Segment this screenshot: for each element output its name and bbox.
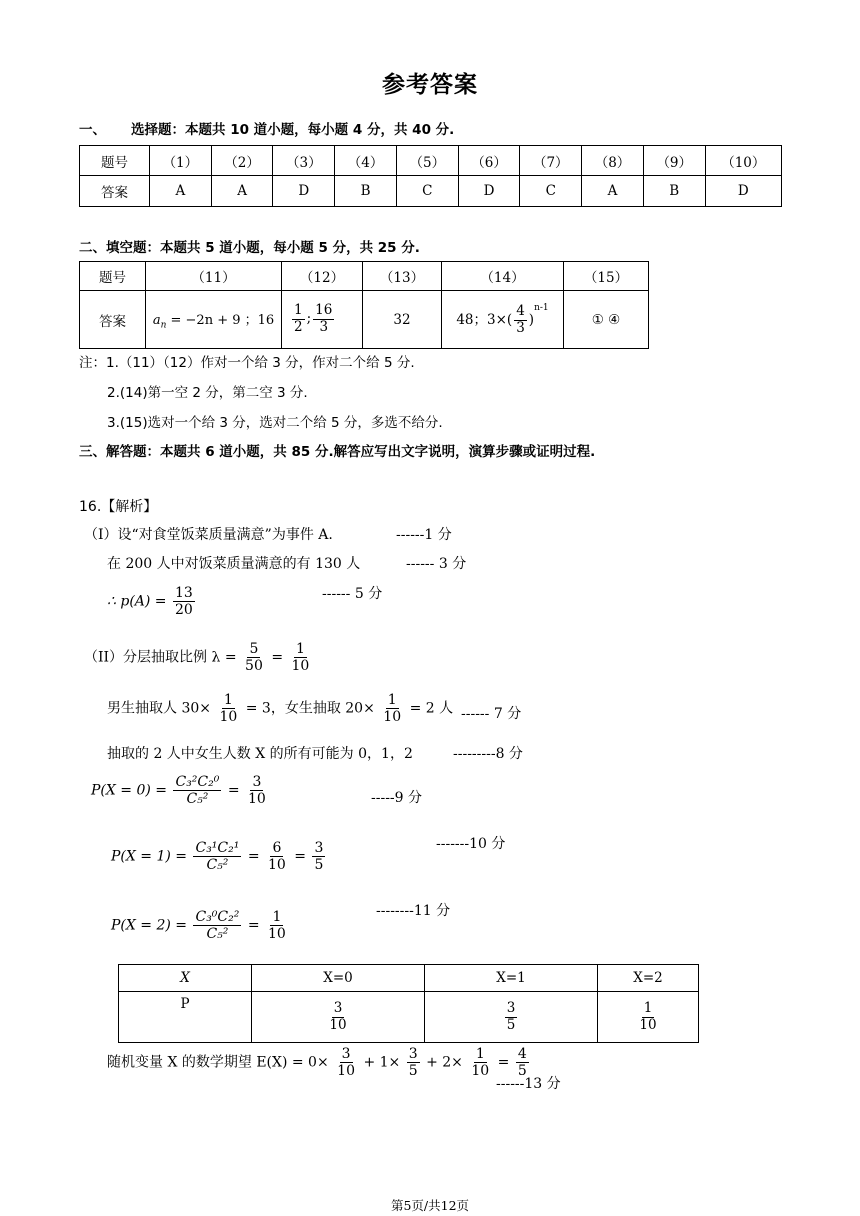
frac-den: 3 xyxy=(516,319,525,336)
dist-header-1: X=1 xyxy=(425,965,598,992)
fraction xyxy=(327,1001,348,1033)
fraction xyxy=(290,641,312,674)
frac-den: 10 xyxy=(268,857,286,874)
formula-text: P(X = 2) = xyxy=(111,917,188,934)
fraction xyxy=(246,774,268,807)
question-cell: （6） xyxy=(458,146,520,176)
fraction xyxy=(637,1001,658,1033)
formula-expectation xyxy=(107,1046,531,1079)
equals: = xyxy=(497,1054,510,1071)
equals: = xyxy=(271,649,284,666)
frac-den: 20 xyxy=(175,602,193,619)
score-mark: ------1 分 xyxy=(396,527,452,543)
question-cell: （14） xyxy=(442,262,564,291)
frac-num: 3 xyxy=(341,1046,351,1062)
fraction xyxy=(266,840,288,873)
row-header-question: 题号 xyxy=(80,262,146,291)
answer-cell: D xyxy=(458,176,520,207)
fraction xyxy=(514,304,527,336)
score-mark: ------13 分 xyxy=(496,1076,561,1092)
frac-den: 10 xyxy=(268,926,286,943)
row-header-question: 题号 xyxy=(80,146,150,176)
frac-den: 5 xyxy=(506,1016,516,1033)
answer-cell: C xyxy=(396,176,458,207)
section-1-number: 一、 xyxy=(79,122,106,138)
frac-num: C₃⁰C₂² xyxy=(195,909,240,925)
frac-den: C₅² xyxy=(206,857,229,874)
table-row xyxy=(119,965,699,992)
formula-text: ∴ p(A) = xyxy=(107,593,167,610)
fraction xyxy=(217,692,239,725)
table-row xyxy=(119,992,699,1043)
question-cell: （3） xyxy=(273,146,335,176)
question-cell: （11） xyxy=(146,262,282,291)
row-header-answer: 答案 xyxy=(80,291,146,349)
score-mark: --------11 分 xyxy=(376,903,451,919)
frac-num: 5 xyxy=(249,641,259,657)
question-cell: （4） xyxy=(335,146,397,176)
answer-11-var: a xyxy=(152,312,161,328)
answer-cell: B xyxy=(335,176,397,207)
answer-11-rest: = −2n + 9 ；16 xyxy=(166,312,275,328)
formula-text: 随机变量 X 的数学期望 E(X) = 0× xyxy=(107,1054,329,1071)
score-mark: ---------8 分 xyxy=(453,746,523,762)
frac-num: 1 xyxy=(643,999,653,1016)
distribution-table xyxy=(118,964,699,1043)
question-cell: （2） xyxy=(211,146,273,176)
answer-11-sub: n xyxy=(160,320,167,331)
frac-num: 13 xyxy=(175,585,193,601)
formula-text: = 3，女生抽取 20× xyxy=(245,700,375,717)
frac-den: 10 xyxy=(337,1063,355,1080)
equals: = xyxy=(294,848,307,865)
frac-den: 10 xyxy=(291,658,310,675)
fraction xyxy=(505,1001,518,1033)
frac-num: 1 xyxy=(475,1046,485,1062)
separator: ; xyxy=(306,311,312,327)
formula-px0 xyxy=(91,774,270,807)
answer-cell: D xyxy=(705,176,781,207)
section-1-heading: 选择题：本题共 10 道小题，每小题 4 分，共 40 分. xyxy=(131,122,455,138)
frac-num: 3 xyxy=(408,1046,418,1062)
dist-header-0: X=0 xyxy=(252,965,425,992)
frac-den: 5 xyxy=(408,1063,418,1080)
frac-num: 1 xyxy=(387,692,397,708)
answer-cell: A xyxy=(150,176,212,207)
formula-text: （II）分层抽取比例 λ = xyxy=(84,649,237,666)
fraction xyxy=(469,1046,491,1079)
frac-num: C₃¹C₂¹ xyxy=(195,840,240,856)
frac-num: 1 xyxy=(272,909,282,925)
frac-den: 5 xyxy=(314,857,324,874)
equals: = xyxy=(247,917,260,934)
score-mark: ------ 5 分 xyxy=(322,586,383,602)
dist-header-x: X xyxy=(119,965,252,992)
formula-px2 xyxy=(111,909,290,942)
dist-value-0 xyxy=(252,992,425,1043)
note-2: 2.(14)第一空 2 分，第二空 3 分. xyxy=(107,385,308,401)
table-row xyxy=(80,146,782,176)
question-16-heading: 16.【解析】 xyxy=(79,499,158,515)
frac-den: 10 xyxy=(329,1016,347,1033)
frac-den: 10 xyxy=(383,709,402,726)
answer-14-suffix: ) xyxy=(528,311,535,328)
answer-14-prefix: 48；3×( xyxy=(456,311,513,328)
fraction xyxy=(173,774,221,807)
question-cell: （9） xyxy=(643,146,705,176)
fraction xyxy=(266,909,288,942)
formula-text: = 2 人 xyxy=(409,700,454,717)
fraction xyxy=(381,692,403,725)
answer-11 xyxy=(146,291,282,349)
answer-12 xyxy=(282,291,363,349)
formula-text: P(X = 1) = xyxy=(111,848,188,865)
score-mark: ------ 7 分 xyxy=(461,706,522,722)
frac-num: 4 xyxy=(516,303,525,320)
frac-num: 1 xyxy=(295,641,305,657)
frac-den: 10 xyxy=(471,1063,490,1080)
page-footer: 第5页/共12页 xyxy=(390,1198,470,1213)
fraction xyxy=(243,641,265,674)
dist-header-2: X=2 xyxy=(598,965,699,992)
formula-text: + 2× xyxy=(426,1054,463,1071)
dist-p-label: P xyxy=(119,992,252,1043)
question-cell: （5） xyxy=(396,146,458,176)
frac-num: 3 xyxy=(314,840,324,856)
answer-14 xyxy=(442,291,564,349)
row-header-answer: 答案 xyxy=(80,176,150,207)
formula-pA xyxy=(107,585,197,618)
fraction xyxy=(313,303,334,335)
fraction xyxy=(292,303,305,335)
choice-answer-table xyxy=(79,145,782,207)
equals: = xyxy=(227,782,240,799)
solution-line-6: 抽取的 2 人中女生人数 X 的所有可能为 0，1，2 xyxy=(107,746,413,762)
answer-14-exponent: n-1 xyxy=(534,302,549,313)
formula-ratio xyxy=(84,641,313,674)
frac-num: 3 xyxy=(506,999,516,1016)
question-cell: （8） xyxy=(582,146,644,176)
answer-15: ① ④ xyxy=(564,291,649,349)
formula-px1 xyxy=(111,840,327,873)
answer-cell: A xyxy=(211,176,273,207)
equals: = xyxy=(247,848,260,865)
dist-value-2 xyxy=(598,992,699,1043)
frac-num: 1 xyxy=(223,692,233,708)
question-cell: （12） xyxy=(282,262,363,291)
page-title: 参考答案 xyxy=(382,72,478,98)
frac-num: C₃²C₂⁰ xyxy=(175,774,220,790)
score-mark: -----9 分 xyxy=(371,790,423,806)
question-cell: （10） xyxy=(705,146,781,176)
frac-num: 3 xyxy=(333,999,343,1016)
frac-den: C₅² xyxy=(186,791,209,808)
frac-num: 1 xyxy=(294,302,303,319)
fraction xyxy=(193,909,241,942)
answer-cell: A xyxy=(582,176,644,207)
frac-num: 6 xyxy=(272,840,282,856)
solution-line-2: 在 200 人中对饭菜质量满意的有 130 人 xyxy=(107,556,361,572)
frac-num: 4 xyxy=(517,1046,527,1062)
question-cell: （13） xyxy=(363,262,442,291)
formula-text: P(X = 0) = xyxy=(91,782,168,799)
fraction xyxy=(407,1046,420,1079)
frac-den: 50 xyxy=(245,658,263,675)
answer-cell: D xyxy=(273,176,335,207)
frac-den: C₅² xyxy=(206,926,229,943)
table-row xyxy=(80,291,649,349)
answer-13: 32 xyxy=(363,291,442,349)
question-cell: （7） xyxy=(520,146,582,176)
table-row xyxy=(80,262,649,291)
formula-sampling xyxy=(107,692,453,725)
frac-den: 10 xyxy=(248,791,266,808)
answer-cell: C xyxy=(520,176,582,207)
fraction xyxy=(193,840,241,873)
frac-den: 3 xyxy=(319,319,329,335)
question-cell: （1） xyxy=(150,146,212,176)
fraction xyxy=(335,1046,357,1079)
fraction xyxy=(173,585,195,618)
question-cell: （15） xyxy=(564,262,649,291)
frac-den: 10 xyxy=(219,709,238,726)
solution-line-1: （I）设“对食堂饭菜质量满意”为事件 A. xyxy=(84,527,333,543)
frac-den: 2 xyxy=(294,319,303,335)
dist-value-1 xyxy=(425,992,598,1043)
frac-num: 16 xyxy=(315,302,333,319)
fill-answer-table xyxy=(79,261,649,349)
frac-num: 3 xyxy=(252,774,262,790)
section-3-heading: 三、解答题：本题共 6 道小题，共 85 分.解答应写出文字说明，演算步骤或证明过程. xyxy=(79,444,596,460)
table-row xyxy=(80,176,782,207)
fraction xyxy=(312,840,325,873)
score-mark: -------10 分 xyxy=(436,836,506,852)
answer-cell: B xyxy=(643,176,705,207)
frac-den: 5 xyxy=(517,1063,527,1080)
score-mark: ------ 3 分 xyxy=(406,556,467,572)
formula-text: 男生抽取人 30× xyxy=(107,700,211,717)
formula-text: + 1× xyxy=(363,1054,401,1071)
section-2-heading: 二、填空题：本题共 5 道小题，每小题 5 分，共 25 分. xyxy=(79,240,420,256)
note-3: 3.(15)选对一个给 3 分，选对二个给 5 分，多选不给分. xyxy=(107,415,443,431)
note-1: 注：1.（11）（12）作对一个给 3 分，作对二个给 5 分. xyxy=(79,355,415,371)
frac-den: 10 xyxy=(639,1016,657,1033)
